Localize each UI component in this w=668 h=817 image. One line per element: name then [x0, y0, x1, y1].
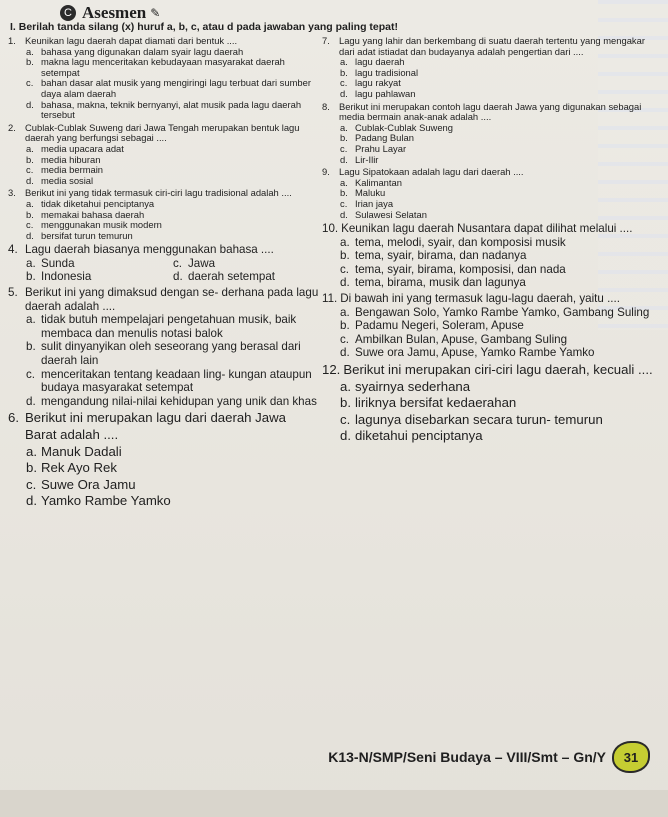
option-text: Maluku [355, 187, 386, 199]
option-letter: d. [26, 174, 34, 186]
option-text: lagu pahlawan [355, 87, 416, 99]
option-letter: c. [340, 411, 351, 427]
option-text: lagunya disebarkan secara turun- temurun [355, 411, 603, 427]
option-letter: d. [340, 87, 348, 99]
answer-option [340, 236, 660, 250]
option-letter: d. [26, 229, 34, 241]
question-item [8, 188, 320, 241]
answer-option [26, 313, 320, 340]
option-letter: c. [340, 262, 350, 276]
question-stem [322, 36, 660, 57]
option-text: Kalimantan [355, 176, 402, 188]
option-letter: a. [340, 56, 348, 68]
option-letter: b. [340, 187, 348, 199]
question-text: Lagu yang lahir dan berkembang di suatu daerah tertentu yang mengakar dari adat istiadat dan budayanya adalah pengertian dari .... [339, 35, 645, 57]
question-item [322, 362, 660, 445]
answer-option [340, 210, 660, 221]
option-letter: a. [26, 313, 36, 327]
answer-option [340, 249, 660, 263]
answer-option [26, 395, 320, 409]
question-item [8, 123, 320, 187]
option-letter: b. [340, 395, 351, 411]
option-text: memakai bahasa daerah [41, 208, 145, 220]
answer-option [340, 199, 660, 210]
option-letter: c. [26, 476, 37, 492]
option-list [322, 236, 660, 290]
question-text: Keunikan lagu daerah Nusantara dapat dilihat melalui .... [341, 222, 633, 236]
option-text: diketahui penciptanya [355, 428, 483, 444]
option-letter: b. [26, 340, 36, 354]
question-text: Berikut ini merupakan ciri-ciri lagu daerah, kecuali .... [343, 362, 653, 378]
answer-option [26, 231, 320, 242]
option-text: Bengawan Solo, Yamko Rambe Yamko, Gambang Suling [355, 305, 650, 319]
answer-option [340, 144, 660, 155]
option-text: Padamu Negeri, Soleram, Apuse [355, 319, 524, 333]
option-text: daerah setempat [188, 270, 276, 284]
option-letter: a. [340, 176, 348, 188]
option-letter: c. [26, 164, 34, 176]
option-letter: a. [340, 235, 350, 249]
answer-option [26, 100, 320, 121]
option-text: Prahu Layar [355, 142, 407, 154]
answer-option [26, 144, 320, 155]
question-number: 10. [322, 222, 339, 236]
option-list [322, 178, 660, 220]
option-list [8, 144, 320, 186]
option-letter: d. [26, 493, 37, 509]
option-letter: a. [26, 443, 37, 459]
question-number: 11. [322, 292, 338, 306]
option-text: Sunda [41, 256, 75, 270]
option-text: lagu rakyat [355, 77, 401, 89]
option-text: tema, syair, birama, dan nadanya [355, 249, 527, 263]
option-letter: c. [26, 77, 34, 89]
option-letter: a. [26, 197, 34, 209]
option-text: media upacara adat [41, 142, 124, 154]
option-list [322, 123, 660, 165]
question-text: Lagu Sipatokaan adalah lagu dari daerah .... [339, 166, 524, 178]
option-letter: a. [26, 142, 34, 154]
question-stem [322, 362, 660, 379]
option-text: Suwe ora Jamu, Apuse, Yamko Rambe Yamko [355, 346, 595, 360]
question-stem [322, 292, 660, 306]
option-letter: c. [340, 197, 348, 209]
option-text: bahasa yang digunakan dalam syair lagu daerah [41, 45, 244, 57]
answer-option [26, 78, 320, 99]
answer-option [340, 346, 660, 360]
pencil-icon: ✎ [150, 6, 161, 20]
option-text: Jawa [188, 256, 216, 270]
option-text: tema, melodi, syair, dan komposisi musik [355, 235, 566, 249]
option-text: Sulawesi Selatan [355, 208, 427, 220]
option-text: mengandung nilai-nilai kehidupan yang unik dan khas [41, 394, 317, 408]
option-letter: b. [26, 56, 34, 68]
question-number: 9. [322, 166, 330, 178]
option-letter: b. [340, 249, 350, 263]
right-column [322, 36, 660, 447]
option-text: Lir-Ilir [355, 153, 379, 165]
option-text: syairnya sederhana [355, 378, 471, 394]
option-letter: d. [340, 153, 348, 165]
option-text: Ambilkan Bulan, Apuse, Gambang Suling [355, 332, 568, 346]
option-letter: d. [340, 276, 350, 290]
option-letter: d. [340, 208, 348, 220]
option-letter: d. [26, 98, 34, 110]
option-letter: b. [26, 208, 34, 220]
answer-option [340, 333, 660, 347]
option-letter: d. [173, 270, 183, 284]
option-row [8, 270, 320, 284]
answer-option [340, 276, 660, 290]
option-text: media sosial [41, 174, 94, 186]
option-list [322, 57, 660, 99]
option-text: Yamko Rambe Yamko [41, 493, 171, 509]
answer-option [26, 257, 173, 271]
question-item [8, 36, 320, 121]
question-item [322, 222, 660, 290]
option-letter: b. [340, 319, 350, 333]
option-list [8, 199, 320, 241]
answer-option [26, 270, 173, 284]
option-letter: d. [340, 346, 350, 360]
question-number: 8. [322, 100, 330, 112]
question-text: Berikut ini yang tidak termasuk ciri-ciri lagu tradisional adalah .... [25, 187, 292, 199]
question-stem [322, 102, 660, 123]
section-title: Asesmen [82, 3, 147, 22]
question-text: Di bawah ini yang termasuk lagu-lagu daerah, yaitu .... [340, 292, 620, 306]
answer-option [173, 270, 320, 284]
question-number: 12. [322, 362, 341, 378]
option-text: media bermain [41, 164, 104, 176]
left-column [8, 36, 320, 512]
answer-option [173, 257, 320, 271]
option-text: menceritakan tentang keadaan ling- kungan ataupun budaya masyarakat setempat [41, 367, 312, 395]
option-text: sulit dinyanyikan oleh seseorang yang berasal dari daerah lain [41, 340, 301, 368]
option-text: lagu tradisional [355, 66, 419, 78]
question-text: Lagu daerah biasanya menggunakan bahasa .... [25, 243, 274, 257]
answer-option [26, 340, 320, 367]
option-letter: b. [26, 270, 36, 284]
answer-option [340, 263, 660, 277]
question-number: 2. [8, 121, 16, 133]
option-letter: c. [340, 142, 348, 154]
option-letter: b. [340, 66, 348, 78]
page-bottom-edge [0, 790, 668, 817]
option-text: lagu daerah [355, 56, 405, 68]
question-stem [8, 286, 320, 313]
option-letter: a. [26, 256, 36, 270]
question-number: 7. [322, 35, 330, 46]
option-text: media hiburan [41, 153, 101, 165]
question-number: 1. [8, 35, 16, 46]
option-letter: b. [26, 153, 34, 165]
question-item [8, 286, 320, 408]
option-text: bahasa, makna, teknik bernyanyi, alat musik pada lagu daerah tersebut [41, 98, 302, 121]
question-stem [8, 243, 320, 257]
question-item [322, 102, 660, 166]
circle-c-icon: C [60, 5, 76, 21]
option-row [8, 257, 320, 271]
page-footer [240, 742, 650, 772]
answer-option [340, 412, 660, 429]
question-stem [8, 36, 320, 47]
answer-option [26, 477, 320, 494]
option-text: tidak butuh mempelajari pengetahuan musik, baik membaca dan menulis notasi balok [41, 313, 297, 340]
answer-option [26, 493, 320, 510]
answer-option [340, 89, 660, 100]
book-code: K13-N/SMP/Seni Budaya – VIII/Smt – Gn/Y [328, 749, 606, 765]
option-text: makna lagu menceritakan kebudayaan masyarakat daerah setempat [41, 56, 285, 78]
question-item [8, 410, 320, 510]
option-text: Rek Ayo Rek [41, 460, 117, 476]
answer-option [340, 306, 660, 320]
answer-option [340, 428, 660, 445]
option-letter: a. [340, 121, 348, 133]
answer-option [340, 178, 660, 189]
question-number: 5. [8, 286, 18, 300]
option-text: Indonesia [41, 270, 92, 284]
option-list [8, 313, 320, 408]
option-letter: d. [340, 428, 351, 444]
question-number: 3. [8, 187, 16, 199]
question-stem [322, 222, 660, 236]
option-text: tema, birama, musik dan lagunya [355, 276, 526, 290]
option-letter: c. [173, 256, 183, 270]
option-text: bersifat turun temurun [41, 229, 133, 241]
answer-option [26, 460, 320, 477]
question-item [322, 292, 660, 360]
option-list [322, 379, 660, 445]
question-item [322, 36, 660, 100]
question-text: Keunikan lagu daerah dapat diamati dari bentuk .... [25, 35, 238, 46]
option-text: tidak diketahui penciptanya [41, 197, 155, 209]
question-stem [8, 123, 320, 144]
page-number-badge: 31 [612, 741, 650, 773]
answer-option [26, 368, 320, 395]
option-list [322, 306, 660, 360]
option-text: Manuk Dadali [41, 443, 122, 459]
option-letter: a. [26, 45, 34, 57]
option-text: tema, syair, birama, komposisi, dan nada [355, 262, 566, 276]
question-item [8, 243, 320, 284]
question-number: 4. [8, 243, 18, 257]
option-letter: b. [26, 460, 37, 476]
option-text: liriknya bersifat kedaerahan [355, 395, 517, 411]
option-text: menggunakan musik modern [41, 219, 162, 231]
option-letter: d. [26, 394, 36, 408]
answer-option [26, 199, 320, 210]
question-number: 6. [8, 410, 19, 426]
option-letter: c. [26, 367, 36, 381]
answer-option [340, 379, 660, 396]
question-item [322, 167, 660, 220]
option-letter: c. [340, 332, 350, 346]
option-letter: a. [340, 378, 351, 394]
option-letter: a. [340, 305, 350, 319]
answer-option [340, 395, 660, 412]
answer-option [340, 155, 660, 166]
instructions: I. Berilah tanda silang (x) huruf a, b, c, atau d pada jawaban yang paling tepat! [10, 21, 398, 33]
option-list [8, 444, 320, 510]
option-letter: b. [340, 132, 348, 144]
option-text: Padang Bulan [355, 132, 414, 144]
question-text: Berikut ini yang dimaksud dengan se- derhana pada lagu daerah adalah .... [25, 286, 319, 313]
option-letter: c. [26, 219, 34, 231]
answer-option [26, 444, 320, 461]
answer-option [26, 176, 320, 187]
answer-option [340, 319, 660, 333]
option-list [8, 47, 320, 121]
option-text: Irian jaya [355, 197, 394, 209]
question-stem [8, 410, 320, 443]
question-text: Berikut ini merupakan contoh lagu daerah Jawa yang digunakan sebagai media bermain anak-anak adalah .... [339, 100, 642, 123]
option-text: Cublak-Cublak Suweng [355, 121, 453, 133]
option-text: Suwe Ora Jamu [41, 476, 136, 492]
question-text: Cublak-Cublak Suweng dari Jawa Tengah merupakan bentuk lagu daerah yang berfungsi sebagai .... [25, 121, 300, 144]
option-letter: c. [340, 77, 348, 89]
option-text: bahan dasar alat musik yang mengiringi lagu terbuat dari sumber daya alam daerah [41, 77, 311, 99]
question-text: Berikut ini merupakan lagu dari daerah Jawa Barat adalah .... [25, 410, 286, 442]
answer-option [26, 57, 320, 78]
